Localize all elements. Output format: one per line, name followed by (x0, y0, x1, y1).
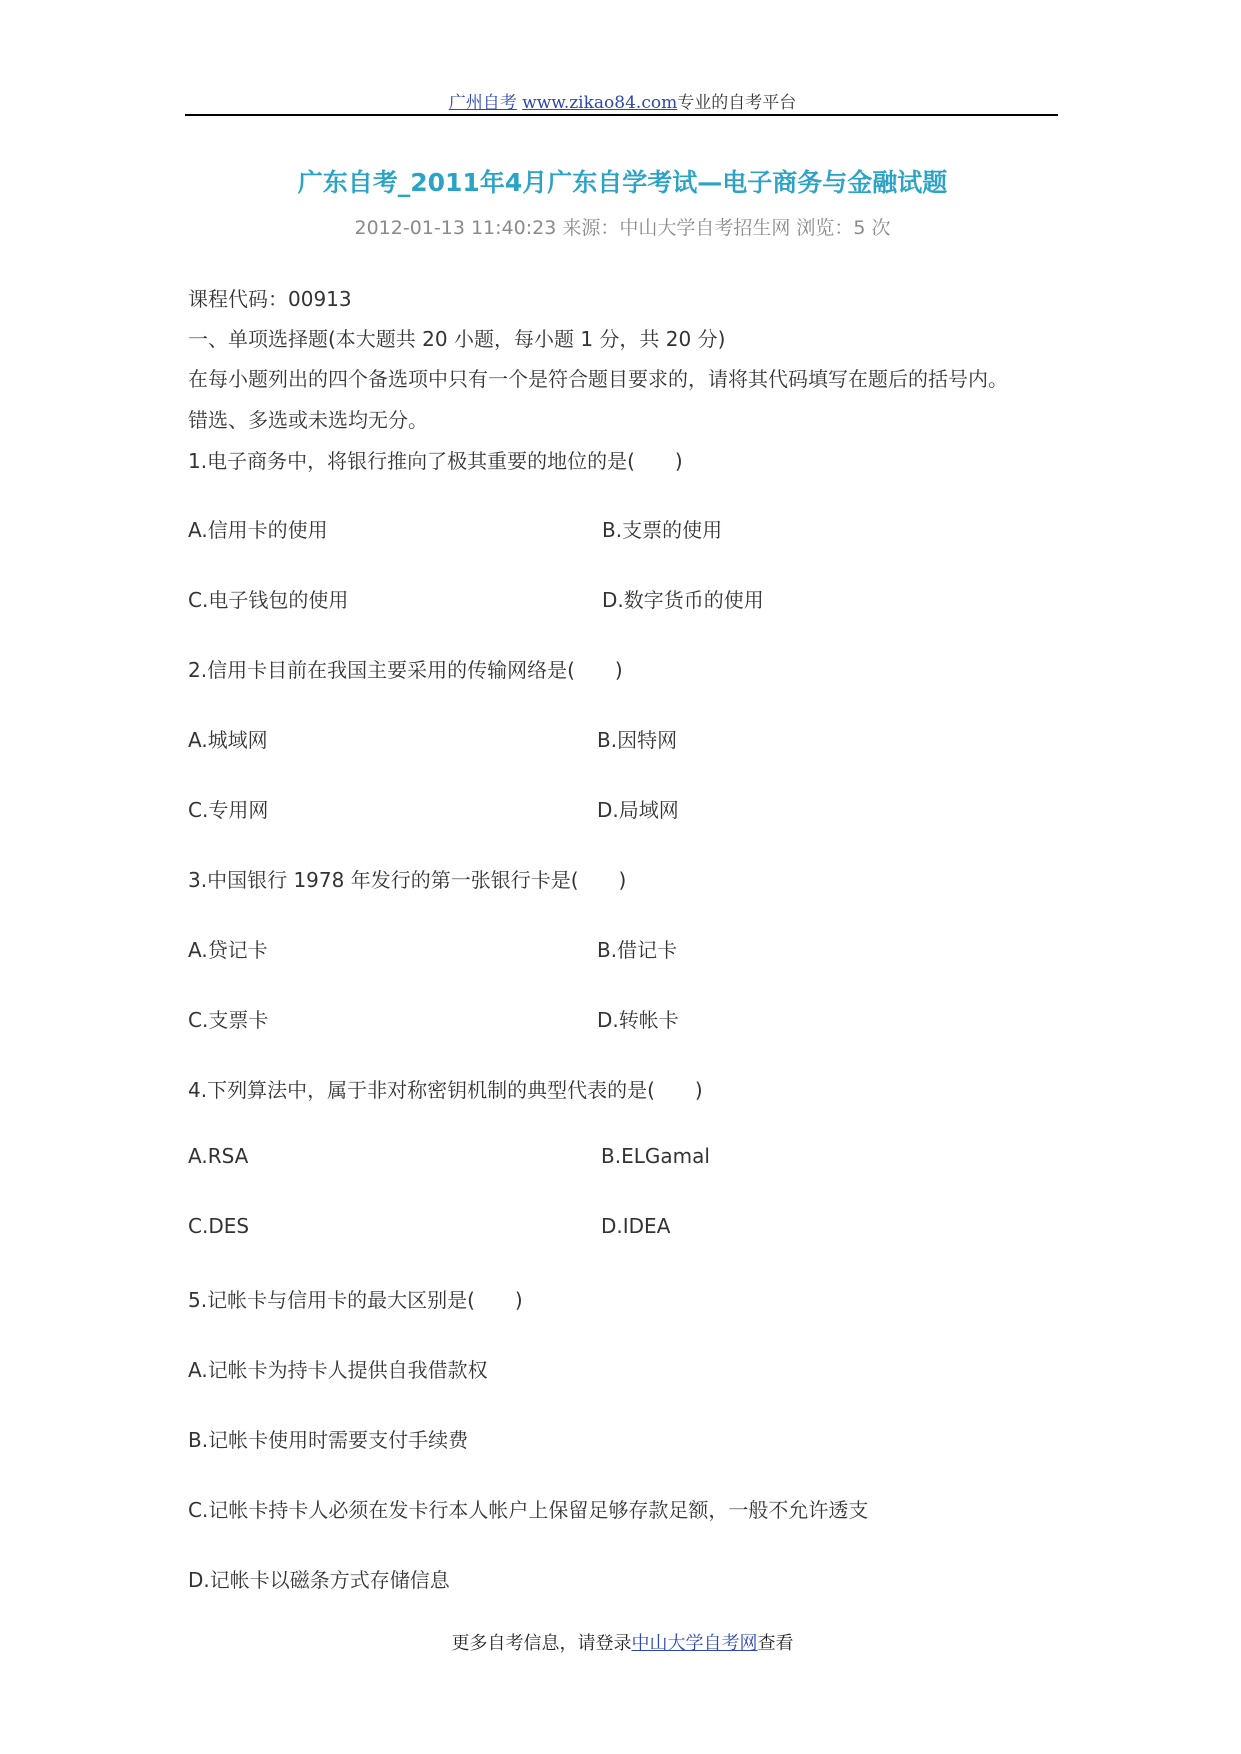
option-d: D.记帐卡以磁条方式存储信息 (188, 1568, 450, 1592)
option-c: C.专用网 (188, 798, 269, 822)
header-suffix: 专业的自考平台 (677, 93, 797, 113)
option-b: B.因特网 (597, 728, 678, 752)
option-d: D.转帐卡 (597, 1008, 679, 1032)
option-a: A.记帐卡为持卡人提供自我借款权 (188, 1358, 488, 1382)
header-link-site[interactable]: 广州自考 (448, 93, 517, 113)
question-stem: 2.信用卡目前在我国主要采用的传输网络是( ) (188, 658, 623, 682)
page-title: 广东自考_2011年4月广东自学考试—电子商务与金融试题 (297, 168, 948, 197)
option-a: A.RSA (188, 1144, 249, 1168)
page-footer (185, 1629, 1060, 1655)
question-stem: 1.电子商务中，将银行推向了极其重要的地位的是( ) (188, 449, 683, 473)
article-meta: 2012-01-13 11:40:23 来源：中山大学自考招生网 浏览：5 次 (354, 217, 891, 239)
option-b: B.支票的使用 (602, 518, 723, 542)
section-heading: 一、单项选择题(本大题共 20 小题，每小题 1 分，共 20 分) (188, 327, 726, 351)
question-stem: 3.中国银行 1978 年发行的第一张银行卡是( ) (188, 868, 627, 892)
footer-prefix: 更多自考信息，请登录 (451, 1633, 632, 1654)
option-b: B.记帐卡使用时需要支付手续费 (188, 1428, 469, 1452)
question-stem: 5.记帐卡与信用卡的最大区别是( ) (188, 1288, 523, 1312)
option-a: A.贷记卡 (188, 938, 268, 962)
option-d: D.IDEA (601, 1214, 671, 1238)
option-c: C.DES (188, 1214, 250, 1238)
course-code: 课程代码：00913 (188, 287, 352, 311)
option-d: D.数字货币的使用 (602, 588, 764, 612)
option-b: B.ELGamal (601, 1144, 710, 1168)
header-rule (185, 114, 1058, 116)
option-b: B.借记卡 (597, 938, 678, 962)
option-d: D.局域网 (597, 798, 679, 822)
question-stem: 4.下列算法中，属于非对称密钥机制的典型代表的是( ) (188, 1078, 703, 1102)
instruction-line-2: 错选、多选或未选均无分。 (188, 408, 428, 432)
instruction-line-1: 在每小题列出的四个备选项中只有一个是符合题目要求的，请将其代码填写在题后的括号内。 (188, 367, 1008, 391)
footer-suffix: 查看 (757, 1633, 794, 1654)
page-header (185, 88, 1060, 113)
option-c: C.支票卡 (188, 1008, 269, 1032)
footer-link[interactable]: 中山大学自考网 (631, 1633, 758, 1654)
option-c: C.电子钱包的使用 (188, 588, 349, 612)
option-c: C.记帐卡持卡人必须在发卡行本人帐户上保留足够存款足额，一般不允许透支 (188, 1498, 869, 1522)
header-link-url[interactable]: www.zikao84.com (522, 93, 678, 113)
option-a: A.信用卡的使用 (188, 518, 328, 542)
option-a: A.城域网 (188, 728, 268, 752)
